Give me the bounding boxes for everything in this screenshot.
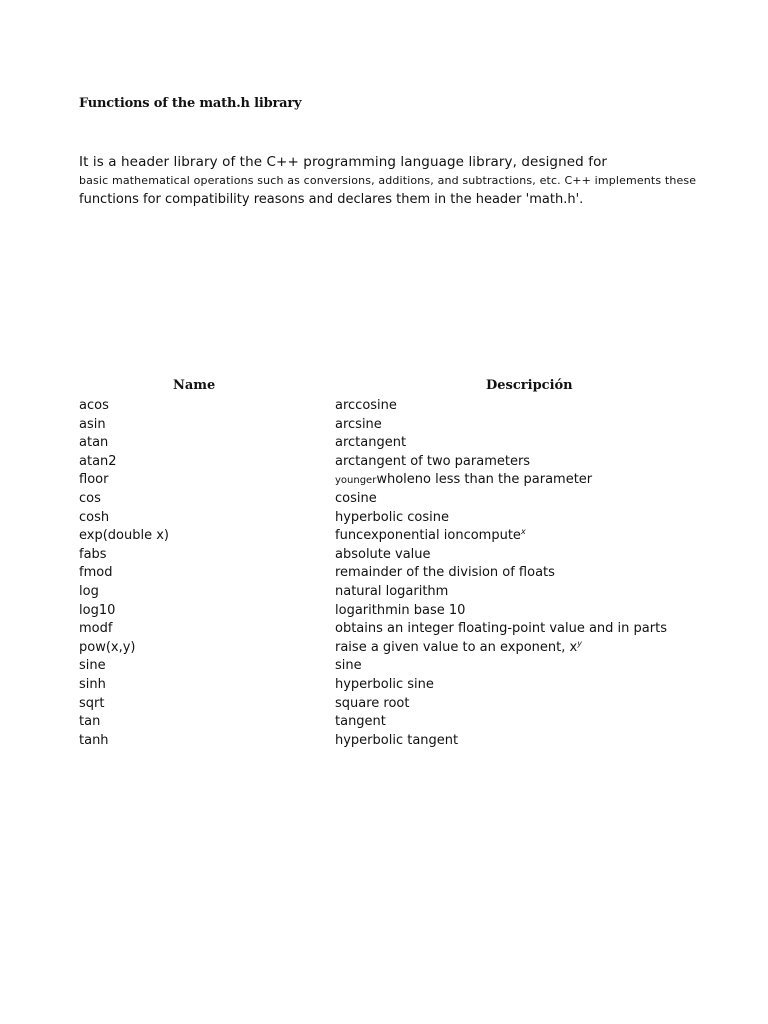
table-row xyxy=(0,453,768,472)
function-description xyxy=(335,546,431,565)
function-name: acos xyxy=(79,398,109,413)
function-name: tan xyxy=(79,714,101,730)
function-name: fmod xyxy=(79,565,113,581)
table-row xyxy=(0,602,768,621)
intro-line-2: basic mathematical operations such as conversions, additions, and subtractions, etc. C++ implements these xyxy=(79,174,697,187)
description-text: arcsine xyxy=(335,416,382,432)
function-name: log xyxy=(79,583,99,599)
table-row xyxy=(0,732,768,751)
function-description xyxy=(335,397,397,416)
table-header-name: Name xyxy=(173,378,216,393)
function-description xyxy=(335,434,406,453)
function-name: atan2 xyxy=(79,453,117,469)
description-text: remainder of the division of floats xyxy=(335,565,555,581)
function-description xyxy=(335,732,458,751)
table-row xyxy=(0,583,768,602)
function-name: floor xyxy=(79,472,109,488)
table-row xyxy=(0,527,768,546)
description-text: wholeno less than the parameter xyxy=(376,472,593,488)
description-text: hyperbolic cosine xyxy=(335,509,449,525)
description-text: arctangent xyxy=(335,435,407,451)
function-description xyxy=(335,453,530,472)
table-row xyxy=(0,620,768,639)
function-name: sinh xyxy=(79,676,106,692)
function-name: sine xyxy=(79,658,106,674)
function-name: tanh xyxy=(79,732,109,748)
function-description xyxy=(335,676,434,695)
function-description xyxy=(335,639,582,658)
table-row xyxy=(0,713,768,732)
function-description xyxy=(335,583,448,602)
function-description xyxy=(335,713,386,732)
table-row xyxy=(0,676,768,695)
function-description xyxy=(335,509,449,528)
function-description xyxy=(335,602,465,621)
description-superscript: x xyxy=(520,527,526,537)
function-description xyxy=(335,527,526,546)
function-name: cos xyxy=(79,490,101,506)
page-title: Functions of the math.h library xyxy=(79,96,302,111)
function-description xyxy=(335,471,592,491)
function-description xyxy=(335,416,382,435)
function-name: fabs xyxy=(79,546,107,562)
function-description xyxy=(335,620,667,639)
description-text: natural logarithm xyxy=(335,583,449,599)
function-name: asin xyxy=(79,416,106,432)
description-text: logarithmin base 10 xyxy=(335,602,466,618)
table-row xyxy=(0,397,768,416)
description-text: obtains an integer floating-point value and in parts xyxy=(335,621,667,637)
table-row xyxy=(0,416,768,435)
description-text: cosine xyxy=(335,490,377,506)
function-name: cosh xyxy=(79,509,110,525)
description-text: absolute value xyxy=(335,546,431,562)
description-text: arccosine xyxy=(335,398,397,413)
function-name: modf xyxy=(79,621,113,637)
table-row xyxy=(0,564,768,583)
table-header-description: Descripción xyxy=(486,378,573,393)
function-description xyxy=(335,564,555,583)
intro-line-1: It is a header library of the C++ programming language library, designed for xyxy=(79,154,608,170)
table-row xyxy=(0,509,768,528)
description-text: square root xyxy=(335,695,410,711)
description-text: funcexponential ioncompute xyxy=(335,528,521,544)
intro-paragraph xyxy=(79,152,719,211)
description-text: hyperbolic sine xyxy=(335,676,434,692)
table-row xyxy=(0,434,768,453)
description-text: arctangent of two parameters xyxy=(335,453,531,469)
description-text: raise a given value to an exponent, x xyxy=(335,639,578,655)
function-name: exp(double x) xyxy=(79,528,169,544)
function-name: atan xyxy=(79,435,109,451)
function-description xyxy=(335,657,362,676)
table-row xyxy=(0,639,768,658)
table-row xyxy=(0,657,768,676)
function-name: sqrt xyxy=(79,695,105,711)
function-name: pow(x,y) xyxy=(79,639,136,655)
description-superscript: y xyxy=(577,638,582,648)
table-row xyxy=(0,471,768,490)
table-row xyxy=(0,695,768,714)
function-description xyxy=(335,695,409,714)
function-description xyxy=(335,490,377,509)
description-prefix: younger xyxy=(335,475,377,487)
description-text: tangent xyxy=(335,714,386,730)
description-text: hyperbolic tangent xyxy=(335,732,459,748)
table-row xyxy=(0,490,768,509)
function-table xyxy=(0,397,768,750)
description-text: sine xyxy=(335,658,362,674)
table-row xyxy=(0,546,768,565)
function-name: log10 xyxy=(79,602,116,618)
intro-line-3: functions for compatibility reasons and declares them in the header 'math.h'. xyxy=(79,192,584,207)
